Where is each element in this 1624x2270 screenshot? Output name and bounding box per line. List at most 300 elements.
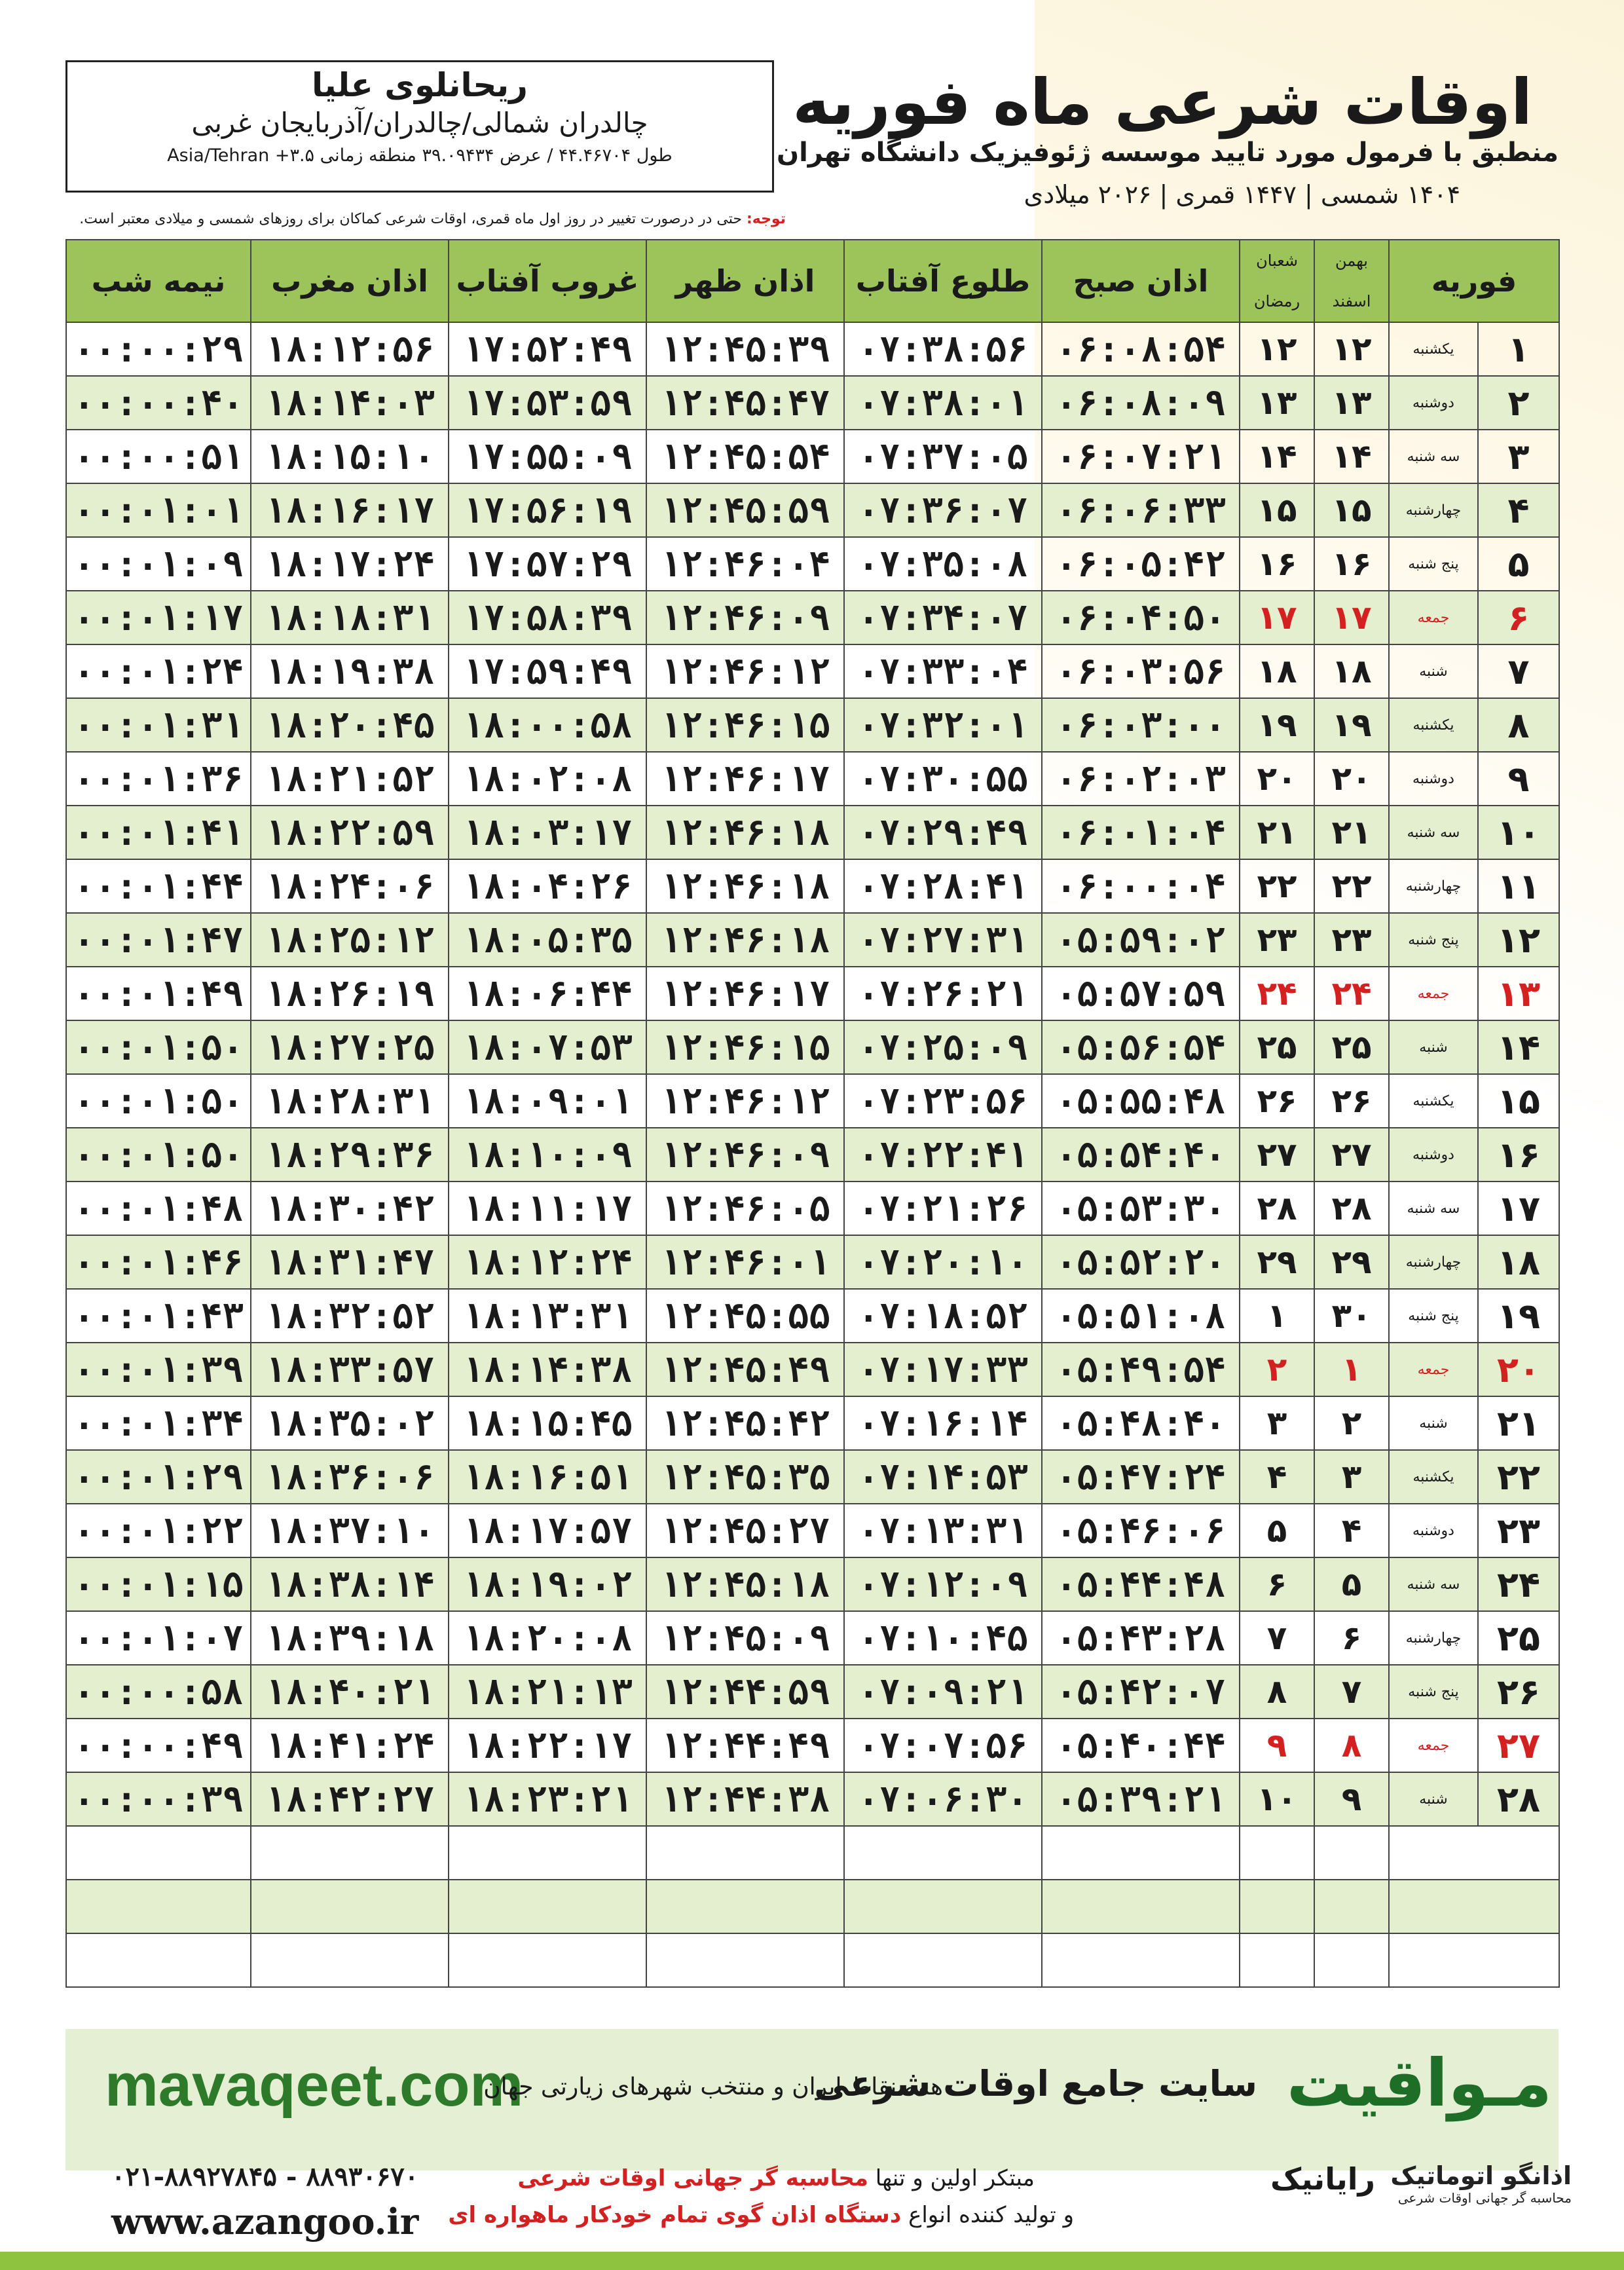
- midnight-cell: ۰۰:۰۱:۴۴: [66, 859, 251, 913]
- lunar-day-cell: ۱۳: [1240, 376, 1314, 430]
- midnight-cell: ۰۰:۰۰:۴۹: [66, 1719, 251, 1772]
- sunset-cell: ۱۷:۵۸:۳۹: [449, 591, 646, 644]
- sunset-cell: ۱۷:۵۵:۰۹: [449, 430, 646, 483]
- weekday-cell: یکشنبه: [1389, 698, 1478, 752]
- midnight-cell: ۰۰:۰۱:۵۰: [66, 1020, 251, 1074]
- maghrib-cell: ۱۸:۳۷:۱۰: [251, 1504, 449, 1557]
- lunar-day-cell: ۲۳: [1240, 913, 1314, 967]
- table-row: [66, 644, 1559, 698]
- dhuhr-cell: ۱۲:۴۵:۰۹: [646, 1611, 844, 1665]
- day-cell: ۱۵: [1478, 1074, 1559, 1128]
- header-dhuhr: اذان ظهر: [646, 240, 844, 322]
- day-cell: ۲۴: [1478, 1557, 1559, 1611]
- sunrise-cell: ۰۷:۰۹:۲۱: [844, 1665, 1042, 1719]
- brand-subtagline: همه نقاط ایران و منتخب شهرهای زیارتی جهان: [483, 2074, 943, 2100]
- maghrib-cell: ۱۸:۳۲:۵۲: [251, 1289, 449, 1343]
- table-row: [66, 1074, 1559, 1128]
- midnight-cell: ۰۰:۰۱:۵۰: [66, 1074, 251, 1128]
- sunrise-cell: ۰۷:۲۸:۴۱: [844, 859, 1042, 913]
- solar-day-cell: ۱۹: [1314, 698, 1389, 752]
- day-cell: ۱: [1478, 322, 1559, 376]
- sunset-cell: ۱۸:۱۶:۵۱: [449, 1450, 646, 1504]
- table-row: [66, 1557, 1559, 1611]
- location-province: چالدران شمالی/چالدران/آذربایجان غربی: [191, 107, 648, 139]
- day-cell: ۱۶: [1478, 1128, 1559, 1182]
- weekday-cell: چهارشنبه: [1389, 1611, 1478, 1665]
- solar-day-cell: ۱۸: [1314, 644, 1389, 698]
- maghrib-cell: ۱۸:۴۰:۲۱: [251, 1665, 449, 1719]
- table-body: [66, 322, 1559, 1987]
- header-sunset: غروب آفتاب: [449, 240, 646, 322]
- table-row: [66, 1182, 1559, 1235]
- sunrise-cell: ۰۷:۳۷:۰۵: [844, 430, 1042, 483]
- weekday-cell: سه شنبه: [1389, 806, 1478, 859]
- dhuhr-cell: ۱۲:۴۵:۳۵: [646, 1450, 844, 1504]
- maghrib-cell: ۱۸:۳۸:۱۴: [251, 1557, 449, 1611]
- sunrise-cell: ۰۷:۳۰:۵۵: [844, 752, 1042, 806]
- header-month: فوریه: [1389, 240, 1559, 322]
- sunrise-cell: ۰۷:۱۳:۳۱: [844, 1504, 1042, 1557]
- sunset-cell: ۱۸:۰۲:۰۸: [449, 752, 646, 806]
- maghrib-cell: ۱۸:۳۵:۰۲: [251, 1396, 449, 1450]
- midnight-cell: ۰۰:۰۱:۴۶: [66, 1235, 251, 1289]
- weekday-cell: پنج شنبه: [1389, 1289, 1478, 1343]
- sunrise-cell: ۰۷:۲۰:۱۰: [844, 1235, 1042, 1289]
- dhuhr-cell: ۱۲:۴۶:۱۷: [646, 752, 844, 806]
- day-cell: ۳: [1478, 430, 1559, 483]
- dhuhr-cell: ۱۲:۴۶:۱۵: [646, 1020, 844, 1074]
- weekday-cell: شنبه: [1389, 644, 1478, 698]
- sunset-cell: ۱۸:۱۲:۲۴: [449, 1235, 646, 1289]
- lunar-day-cell: ۱۲: [1240, 322, 1314, 376]
- sunset-cell: ۱۸:۱۰:۰۹: [449, 1128, 646, 1182]
- dhuhr-cell: ۱۲:۴۵:۴۷: [646, 376, 844, 430]
- dhuhr-cell: ۱۲:۴۴:۵۹: [646, 1665, 844, 1719]
- solar-day-cell: ۹: [1314, 1772, 1389, 1826]
- location-coordinates: طول ۴۴.۴۶۷۰۴ / عرض ۳۹.۰۹۴۳۴ منطقه زمانی Asia/Tehran +۳.۵: [167, 145, 673, 166]
- table-row: [66, 1665, 1559, 1719]
- table-row: [66, 1343, 1559, 1396]
- day-cell: ۲۵: [1478, 1611, 1559, 1665]
- weekday-cell: دوشنبه: [1389, 376, 1478, 430]
- fajr-cell: ۰۵:۴۳:۲۸: [1042, 1611, 1240, 1665]
- web-address[interactable]: www.azangoo.ir: [111, 2201, 419, 2242]
- midnight-cell: ۰۰:۰۱:۴۸: [66, 1182, 251, 1235]
- midnight-cell: ۰۰:۰۱:۳۹: [66, 1343, 251, 1396]
- header-midnight: نیمه شب: [66, 240, 251, 322]
- lunar-day-cell: ۲: [1240, 1343, 1314, 1396]
- dhuhr-cell: ۱۲:۴۶:۱۸: [646, 806, 844, 859]
- midnight-cell: ۰۰:۰۱:۴۷: [66, 913, 251, 967]
- sunset-cell: ۱۸:۱۹:۰۲: [449, 1557, 646, 1611]
- lunar-day-cell: ۲۴: [1240, 967, 1314, 1020]
- day-cell: ۲۶: [1478, 1665, 1559, 1719]
- midnight-cell: ۰۰:۰۱:۳۴: [66, 1396, 251, 1450]
- midnight-cell: ۰۰:۰۱:۳۱: [66, 698, 251, 752]
- weekday-cell: پنج شنبه: [1389, 537, 1478, 591]
- header-sunrise: طلوع آفتاب: [844, 240, 1042, 322]
- table-row: [66, 1396, 1559, 1450]
- fajr-cell: ۰۵:۴۸:۴۰: [1042, 1396, 1240, 1450]
- table-row: [66, 1020, 1559, 1074]
- solar-day-cell: ۲۰: [1314, 752, 1389, 806]
- weekday-cell: سه شنبه: [1389, 1182, 1478, 1235]
- midnight-cell: ۰۰:۰۱:۳۶: [66, 752, 251, 806]
- sunrise-cell: ۰۷:۰۷:۵۶: [844, 1719, 1042, 1772]
- maghrib-cell: ۱۸:۳۰:۴۲: [251, 1182, 449, 1235]
- table-row: [66, 1611, 1559, 1665]
- solar-day-cell: ۲: [1314, 1396, 1389, 1450]
- notice-text: حتی در درصورت تغییر در روز اول ماه قمری، اوقات شرعی کماکان برای روزهای شمسی و میلادی معتبر است.: [79, 211, 742, 227]
- midnight-cell: ۰۰:۰۰:۴۰: [66, 376, 251, 430]
- dhuhr-cell: ۱۲:۴۵:۵۴: [646, 430, 844, 483]
- dhuhr-cell: ۱۲:۴۶:۱۸: [646, 859, 844, 913]
- midnight-cell: ۰۰:۰۰:۵۱: [66, 430, 251, 483]
- maghrib-cell: ۱۸:۱۸:۳۱: [251, 591, 449, 644]
- maghrib-cell: ۱۸:۳۹:۱۸: [251, 1611, 449, 1665]
- solar-day-cell: ۳: [1314, 1450, 1389, 1504]
- solar-day-cell: ۱۶: [1314, 537, 1389, 591]
- empty-row: [66, 1826, 1559, 1880]
- weekday-cell: سه شنبه: [1389, 1557, 1478, 1611]
- lunar-day-cell: ۲۷: [1240, 1128, 1314, 1182]
- sunrise-cell: ۰۷:۲۵:۰۹: [844, 1020, 1042, 1074]
- maghrib-cell: ۱۸:۱۴:۰۳: [251, 376, 449, 430]
- table-row: [66, 752, 1559, 806]
- fajr-cell: ۰۶:۰۶:۳۳: [1042, 483, 1240, 537]
- lunar-day-cell: ۲۶: [1240, 1074, 1314, 1128]
- weekday-cell: جمعه: [1389, 967, 1478, 1020]
- solar-day-cell: ۲۲: [1314, 859, 1389, 913]
- dhuhr-cell: ۱۲:۴۶:۰۴: [646, 537, 844, 591]
- lunar-day-cell: ۱۶: [1240, 537, 1314, 591]
- sunset-cell: ۱۷:۵۹:۴۹: [449, 644, 646, 698]
- midnight-cell: ۰۰:۰۱:۰۹: [66, 537, 251, 591]
- midnight-cell: ۰۰:۰۱:۵۰: [66, 1128, 251, 1182]
- midnight-cell: ۰۰:۰۱:۲۴: [66, 644, 251, 698]
- fajr-cell: ۰۶:۰۰:۰۴: [1042, 859, 1240, 913]
- table-row: [66, 430, 1559, 483]
- notice: [65, 211, 786, 227]
- day-cell: ۱۷: [1478, 1182, 1559, 1235]
- lunar-day-cell: ۲۰: [1240, 752, 1314, 806]
- sunset-cell: ۱۷:۵۷:۲۹: [449, 537, 646, 591]
- maghrib-cell: ۱۸:۴۲:۲۷: [251, 1772, 449, 1826]
- promo-line-1: مبتکر اولین و تنها محاسبه گر جهانی اوقات شرعی: [517, 2165, 1035, 2191]
- lunar-day-cell: ۱۵: [1240, 483, 1314, 537]
- fajr-cell: ۰۶:۰۳:۵۶: [1042, 644, 1240, 698]
- fajr-cell: ۰۵:۵۹:۰۲: [1042, 913, 1240, 967]
- sunrise-cell: ۰۷:۳۶:۰۷: [844, 483, 1042, 537]
- sunrise-cell: ۰۷:۳۸:۵۶: [844, 322, 1042, 376]
- dhuhr-cell: ۱۲:۴۶:۰۱: [646, 1235, 844, 1289]
- day-cell: ۲۳: [1478, 1504, 1559, 1557]
- sunrise-cell: ۰۷:۱۶:۱۴: [844, 1396, 1042, 1450]
- maghrib-cell: ۱۸:۴۱:۲۴: [251, 1719, 449, 1772]
- table-row: [66, 322, 1559, 376]
- sunrise-cell: ۰۷:۲۷:۳۱: [844, 913, 1042, 967]
- sunrise-cell: ۰۷:۱۲:۰۹: [844, 1557, 1042, 1611]
- day-cell: ۴: [1478, 483, 1559, 537]
- sunrise-cell: ۰۷:۲۲:۴۱: [844, 1128, 1042, 1182]
- sunset-cell: ۱۸:۱۱:۱۷: [449, 1182, 646, 1235]
- fajr-cell: ۰۵:۵۶:۵۴: [1042, 1020, 1240, 1074]
- sunrise-cell: ۰۷:۰۶:۳۰: [844, 1772, 1042, 1826]
- day-cell: ۱۲: [1478, 913, 1559, 967]
- dhuhr-cell: ۱۲:۴۵:۴۹: [646, 1343, 844, 1396]
- day-cell: ۶: [1478, 591, 1559, 644]
- dhuhr-cell: ۱۲:۴۵:۳۹: [646, 322, 844, 376]
- day-cell: ۷: [1478, 644, 1559, 698]
- sunrise-cell: ۰۷:۲۳:۵۶: [844, 1074, 1042, 1128]
- day-cell: ۱۹: [1478, 1289, 1559, 1343]
- weekday-cell: سه شنبه: [1389, 430, 1478, 483]
- midnight-cell: ۰۰:۰۱:۰۷: [66, 1611, 251, 1665]
- midnight-cell: ۰۰:۰۰:۲۹: [66, 322, 251, 376]
- sunset-cell: ۱۸:۰۵:۳۵: [449, 913, 646, 967]
- table-row: [66, 806, 1559, 859]
- sunrise-cell: ۰۷:۳۲:۰۱: [844, 698, 1042, 752]
- solar-day-cell: ۱: [1314, 1343, 1389, 1396]
- empty-row: [66, 1880, 1559, 1933]
- lunar-day-cell: ۲۵: [1240, 1020, 1314, 1074]
- midnight-cell: ۰۰:۰۱:۴۹: [66, 967, 251, 1020]
- weekday-cell: جمعه: [1389, 591, 1478, 644]
- weekday-cell: شنبه: [1389, 1020, 1478, 1074]
- sunrise-cell: ۰۷:۳۳:۰۴: [844, 644, 1042, 698]
- sunrise-cell: ۰۷:۲۱:۲۶: [844, 1182, 1042, 1235]
- sunrise-cell: ۰۷:۱۷:۳۳: [844, 1343, 1042, 1396]
- fajr-cell: ۰۵:۵۳:۳۰: [1042, 1182, 1240, 1235]
- dhuhr-cell: ۱۲:۴۶:۱۷: [646, 967, 844, 1020]
- maghrib-cell: ۱۸:۲۵:۱۲: [251, 913, 449, 967]
- lunar-day-cell: ۱۰: [1240, 1772, 1314, 1826]
- sunset-cell: ۱۸:۰۰:۵۸: [449, 698, 646, 752]
- day-cell: ۱۸: [1478, 1235, 1559, 1289]
- fajr-cell: ۰۶:۰۴:۵۰: [1042, 591, 1240, 644]
- azangoo-logo: اذانگو اتوماتیک محاسبه گر جهانی اوقات شرعی: [1390, 2161, 1572, 2206]
- header-solar: بهمن اسفند: [1314, 240, 1389, 322]
- subtitle: منطبق با فرمول مورد تایید موسسه ژئوفیزیک دانشگاه تهران: [776, 138, 1559, 168]
- day-cell: ۸: [1478, 698, 1559, 752]
- maghrib-cell: ۱۸:۲۰:۴۵: [251, 698, 449, 752]
- solar-day-cell: ۸: [1314, 1719, 1389, 1772]
- maghrib-cell: ۱۸:۱۶:۱۷: [251, 483, 449, 537]
- solar-day-cell: ۴: [1314, 1504, 1389, 1557]
- maghrib-cell: ۱۸:۳۳:۵۷: [251, 1343, 449, 1396]
- midnight-cell: ۰۰:۰۰:۳۹: [66, 1772, 251, 1826]
- sunset-cell: ۱۸:۱۴:۳۸: [449, 1343, 646, 1396]
- weekday-cell: دوشنبه: [1389, 1128, 1478, 1182]
- fajr-cell: ۰۶:۰۸:۰۹: [1042, 376, 1240, 430]
- fajr-cell: ۰۶:۰۲:۰۳: [1042, 752, 1240, 806]
- fajr-cell: ۰۵:۳۹:۲۱: [1042, 1772, 1240, 1826]
- location-box: [65, 60, 774, 193]
- table-row: [66, 1289, 1559, 1343]
- sunset-cell: ۱۸:۰۶:۴۴: [449, 967, 646, 1020]
- sunset-cell: ۱۸:۱۳:۳۱: [449, 1289, 646, 1343]
- weekday-cell: شنبه: [1389, 1396, 1478, 1450]
- dhuhr-cell: ۱۲:۴۵:۴۲: [646, 1396, 844, 1450]
- fajr-cell: ۰۶:۰۳:۰۰: [1042, 698, 1240, 752]
- table-row: [66, 1235, 1559, 1289]
- lunar-day-cell: ۲۲: [1240, 859, 1314, 913]
- sunrise-cell: ۰۷:۳۵:۰۸: [844, 537, 1042, 591]
- dhuhr-cell: ۱۲:۴۴:۴۹: [646, 1719, 844, 1772]
- sunset-cell: ۱۸:۱۵:۴۵: [449, 1396, 646, 1450]
- fajr-cell: ۰۵:۴۰:۴۴: [1042, 1719, 1240, 1772]
- sunset-cell: ۱۷:۵۶:۱۹: [449, 483, 646, 537]
- solar-day-cell: ۲۳: [1314, 913, 1389, 967]
- day-cell: ۲۱: [1478, 1396, 1559, 1450]
- prayer-times-table: [65, 239, 1560, 1988]
- midnight-cell: ۰۰:۰۱:۲۲: [66, 1504, 251, 1557]
- solar-day-cell: ۲۸: [1314, 1182, 1389, 1235]
- midnight-cell: ۰۰:۰۱:۱۷: [66, 591, 251, 644]
- day-cell: ۹: [1478, 752, 1559, 806]
- lunar-day-cell: ۱۷: [1240, 591, 1314, 644]
- fajr-cell: ۰۵:۵۲:۲۰: [1042, 1235, 1240, 1289]
- solar-day-cell: ۲۹: [1314, 1235, 1389, 1289]
- maghrib-cell: ۱۸:۲۲:۵۹: [251, 806, 449, 859]
- day-cell: ۱۰: [1478, 806, 1559, 859]
- dhuhr-cell: ۱۲:۴۶:۱۸: [646, 913, 844, 967]
- maghrib-cell: ۱۸:۲۸:۳۱: [251, 1074, 449, 1128]
- midnight-cell: ۰۰:۰۱:۲۹: [66, 1450, 251, 1504]
- year-line: ۱۴۰۴ شمسی | ۱۴۴۷ قمری | ۲۰۲۶ میلادی: [1024, 180, 1460, 209]
- solar-day-cell: ۲۴: [1314, 967, 1389, 1020]
- solar-day-cell: ۱۳: [1314, 376, 1389, 430]
- dhuhr-cell: ۱۲:۴۵:۱۸: [646, 1557, 844, 1611]
- day-cell: ۲۷: [1478, 1719, 1559, 1772]
- fajr-cell: ۰۶:۰۱:۰۴: [1042, 806, 1240, 859]
- day-cell: ۲۲: [1478, 1450, 1559, 1504]
- solar-day-cell: ۲۷: [1314, 1128, 1389, 1182]
- sunset-cell: ۱۸:۲۱:۱۳: [449, 1665, 646, 1719]
- lunar-day-cell: ۲۹: [1240, 1235, 1314, 1289]
- maghrib-cell: ۱۸:۱۹:۳۸: [251, 644, 449, 698]
- day-cell: ۲: [1478, 376, 1559, 430]
- weekday-cell: دوشنبه: [1389, 1504, 1478, 1557]
- sunset-cell: ۱۷:۵۳:۵۹: [449, 376, 646, 430]
- fajr-cell: ۰۶:۰۸:۵۴: [1042, 322, 1240, 376]
- fajr-cell: ۰۵:۴۶:۰۶: [1042, 1504, 1240, 1557]
- day-cell: ۵: [1478, 537, 1559, 591]
- fajr-cell: ۰۵:۵۷:۵۹: [1042, 967, 1240, 1020]
- solar-day-cell: ۱۲: [1314, 322, 1389, 376]
- sunset-cell: ۱۸:۲۰:۰۸: [449, 1611, 646, 1665]
- fajr-cell: ۰۵:۴۲:۰۷: [1042, 1665, 1240, 1719]
- dhuhr-cell: ۱۲:۴۴:۳۸: [646, 1772, 844, 1826]
- sunrise-cell: ۰۷:۲۶:۲۱: [844, 967, 1042, 1020]
- table-row: [66, 483, 1559, 537]
- dhuhr-cell: ۱۲:۴۶:۱۵: [646, 698, 844, 752]
- promo-line-2: و تولید کننده انواع دستگاه اذان گوی تمام خودکار ماهواره ای: [448, 2202, 1074, 2228]
- solar-day-cell: ۲۵: [1314, 1020, 1389, 1074]
- midnight-cell: ۰۰:۰۰:۵۸: [66, 1665, 251, 1719]
- phone-numbers: ۰۲۱-۸۸۹۲۷۸۴۵ - ۸۸۹۳۰۶۷۰: [111, 2161, 419, 2192]
- table-row: [66, 859, 1559, 913]
- solar-day-cell: ۲۶: [1314, 1074, 1389, 1128]
- dhuhr-cell: ۱۲:۴۶:۰۹: [646, 1128, 844, 1182]
- table-row: [66, 967, 1559, 1020]
- lunar-day-cell: ۵: [1240, 1504, 1314, 1557]
- fajr-cell: ۰۵:۵۵:۴۸: [1042, 1074, 1240, 1128]
- solar-day-cell: ۷: [1314, 1665, 1389, 1719]
- weekday-cell: چهارشنبه: [1389, 483, 1478, 537]
- lunar-day-cell: ۳: [1240, 1396, 1314, 1450]
- weekday-cell: پنج شنبه: [1389, 913, 1478, 967]
- maghrib-cell: ۱۸:۳۶:۰۶: [251, 1450, 449, 1504]
- lunar-day-cell: ۸: [1240, 1665, 1314, 1719]
- sunset-cell: ۱۸:۰۴:۲۶: [449, 859, 646, 913]
- weekday-cell: یکشنبه: [1389, 322, 1478, 376]
- maghrib-cell: ۱۸:۲۱:۵۲: [251, 752, 449, 806]
- page-title: اوقات شرعی ماه فوریه: [792, 65, 1532, 139]
- lunar-day-cell: ۶: [1240, 1557, 1314, 1611]
- day-cell: ۱۳: [1478, 967, 1559, 1020]
- header-lunar: شعبان رمضان: [1240, 240, 1314, 322]
- lunar-day-cell: ۲۱: [1240, 806, 1314, 859]
- brand-tagline: سایت جامع اوقات شرعی: [814, 2063, 1257, 2104]
- day-cell: ۱۱: [1478, 859, 1559, 913]
- fajr-cell: ۰۵:۴۴:۴۸: [1042, 1557, 1240, 1611]
- weekday-cell: جمعه: [1389, 1719, 1478, 1772]
- weekday-cell: پنج شنبه: [1389, 1665, 1478, 1719]
- dhuhr-cell: ۱۲:۴۵:۵۹: [646, 483, 844, 537]
- maghrib-cell: ۱۸:۲۷:۲۵: [251, 1020, 449, 1074]
- sunrise-cell: ۰۷:۱۴:۵۳: [844, 1450, 1042, 1504]
- bottom-bar: [0, 2252, 1624, 2270]
- table-row: [66, 591, 1559, 644]
- fajr-cell: ۰۶:۰۷:۲۱: [1042, 430, 1240, 483]
- sunrise-cell: ۰۷:۱۰:۴۵: [844, 1611, 1042, 1665]
- day-cell: ۲۸: [1478, 1772, 1559, 1826]
- maghrib-cell: ۱۸:۱۷:۲۴: [251, 537, 449, 591]
- header-maghrib: اذان مغرب: [251, 240, 449, 322]
- day-cell: ۲۰: [1478, 1343, 1559, 1396]
- header-fajr: اذان صبح: [1042, 240, 1240, 322]
- fajr-cell: ۰۵:۵۴:۴۰: [1042, 1128, 1240, 1182]
- dhuhr-cell: ۱۲:۴۶:۰۵: [646, 1182, 844, 1235]
- dhuhr-cell: ۱۲:۴۶:۰۹: [646, 591, 844, 644]
- sunset-cell: ۱۸:۰۳:۱۷: [449, 806, 646, 859]
- location-name: ریحانلوی علیا: [312, 66, 528, 104]
- solar-day-cell: ۵: [1314, 1557, 1389, 1611]
- sunset-cell: ۱۷:۵۲:۴۹: [449, 322, 646, 376]
- weekday-cell: چهارشنبه: [1389, 1235, 1478, 1289]
- table-row: [66, 376, 1559, 430]
- table-row: [66, 913, 1559, 967]
- day-cell: ۱۴: [1478, 1020, 1559, 1074]
- rayanik-logo: رایانیک: [1270, 2161, 1375, 2197]
- solar-day-cell: ۱۷: [1314, 591, 1389, 644]
- lunar-day-cell: ۴: [1240, 1450, 1314, 1504]
- weekday-cell: دوشنبه: [1389, 752, 1478, 806]
- solar-day-cell: ۱۵: [1314, 483, 1389, 537]
- table-row: [66, 1128, 1559, 1182]
- lunar-day-cell: ۱۴: [1240, 430, 1314, 483]
- maghrib-cell: ۱۸:۲۶:۱۹: [251, 967, 449, 1020]
- weekday-cell: چهارشنبه: [1389, 859, 1478, 913]
- empty-row: [66, 1933, 1559, 1987]
- dhuhr-cell: ۱۲:۴۶:۱۲: [646, 1074, 844, 1128]
- weekday-cell: شنبه: [1389, 1772, 1478, 1826]
- site-url[interactable]: mavaqeet.com: [105, 2052, 524, 2119]
- maghrib-cell: ۱۸:۱۵:۱۰: [251, 430, 449, 483]
- dhuhr-cell: ۱۲:۴۵:۲۷: [646, 1504, 844, 1557]
- maghrib-cell: ۱۸:۳۱:۴۷: [251, 1235, 449, 1289]
